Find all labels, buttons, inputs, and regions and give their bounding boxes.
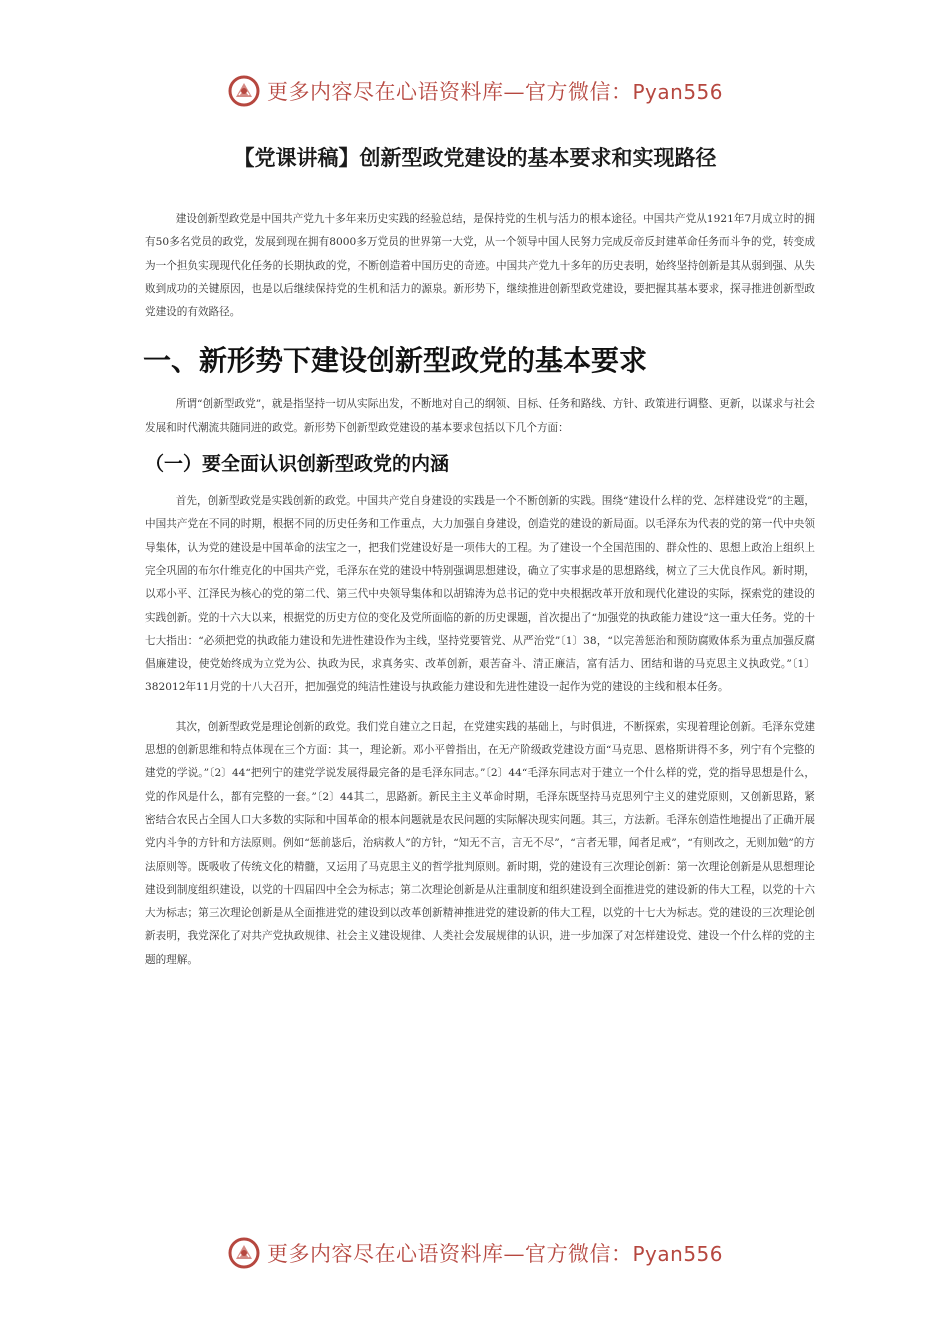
document-title: 【党课讲稿】创新型政党建设的基本要求和实现路径 <box>233 146 717 170</box>
intro-paragraph: 建设创新型政党是中国共产党九十多年来历史实践的经验总结，是保持党的生机与活力的根本途径。中国共产党从1921年7月成立时的拥有50多名党员的政党，发展到现在拥有8000多万党员的世界第一大党，从一个领导中国人民努力完成反帝反封建革命任务而斗争的党，转变成为一个担负实现现代化任务的长期执政的党，不断创造着中国历史的奇迹。中国共产党九十多年的历史表明，始终坚持创新是其从弱到强、从失败到成功的关键原因，也是以后继续保持党的生机和活力的源泉。新形势下，继续推进创新型政党建设，要把握其基本要求，探寻推进创新型政党建设的有效路径。 <box>145 213 815 319</box>
watermark-label: 更多内容尽在心语资料库—官方微信： <box>266 1242 633 1266</box>
watermark-text <box>267 1238 723 1268</box>
watermark-logo-icon <box>227 74 261 108</box>
watermark-label: 更多内容尽在心语资料库—官方微信： <box>266 80 633 104</box>
watermark-logo-icon <box>227 1236 261 1270</box>
section-heading-1: 一、新形势下建设创新型政党的基本要求 <box>143 344 648 378</box>
paragraph-gap <box>145 700 815 716</box>
watermark-header <box>0 74 950 108</box>
document-body <box>145 208 815 972</box>
watermark-footer <box>0 1236 950 1270</box>
theory-innovation-paragraph: 其次，创新型政党是理论创新的政党。我们党自建立之日起，在党建实践的基础上，与时俱进，不断探索，实现着理论创新。毛泽东党建思想的创新思维和特点体现在三个方面：其一，理论新。邓小平曾指出，在无产阶级政党建设方面“马克思、恩格斯讲得不多，列宁有个完整的建党的学说。”〔2〕44“把列宁的建党学说发展得最完备的是毛泽东同志。”〔2〕44“毛泽东同志对于建立一个什么样的党，党的指导思想是什么，党的作风是什么，都有完整的一套。”〔2〕44其二，思路新。新民主主义革命时期，毛泽东既坚持马克思列宁主义的建党原则，又创新思路，紧密结合农民占全国人口大多数的实际和中国革命的根本问题就是农民问题的实际解决现实问题。其三，方法新。毛泽东创造性地提出了正确开展党内斗争的方针和方法原则。例如“惩前毖后，治病救人”的方针，“知无不言，言无不尽”，“言者无罪，闻者足戒”，“有则改之，无则加勉”的方法原则等。既吸收了传统文化的精髓，又运用了马克思主义的哲学批判原则。新时期，党的建设有三次理论创新：第一次理论创新是从思想理论建设到制度组织建设，以党的十四届四中全会为标志；第二次理论创新是从注重制度和组织建设到全面推进党的建设新的伟大工程，以党的十六大为标志；第三次理论创新是从全面推进党的建设到以改革创新精神推进党的建设新的伟大工程，以党的十七大为标志。党的建设的三次理论创新表明，我党深化了对共产党执政规律、社会主义建设规律、人类社会发展规律的认识，进一步加深了对怎样建设党、建设一个什么样的党的主题的理解。 <box>145 720 815 966</box>
section-intro-paragraph: 所谓“创新型政党”，就是指坚持一切从实际出发，不断地对自己的纲领、目标、任务和路线、方针、政策进行调整、更新，以谋求与社会发展和时代潮流共随同进的政党。新形势下创新型政党建设的基本要求包括以下几个方面： <box>145 398 815 434</box>
practice-innovation-paragraph: 首先，创新型政党是实践创新的政党。中国共产党自身建设的实践是一个不断创新的实践。围绕“建设什么样的党、怎样建设党”的主题，中国共产党在不同的时期，根据不同的历史任务和工作重点，大力加强自身建设，创造党的建设的新局面。以毛泽东为代表的党的第一代中央领导集体，认为党的建设是中国革命的法宝之一，把我们党建设好是一项伟大的工程。为了建设一个全国范围的、群众性的、思想上政治上组织上完全巩固的布尔什维克化的中国共产党，毛泽东在党的建设中特别强调思想建设，确立了实事求是的思想路线，树立了三大优良作风。新时期，以邓小平、江泽民为核心的党的第二代、第三代中央领导集体和以胡锦涛为总书记的党中央根据改革开放和现代化建设的实际，探索党的建设的实践创新。党的十六大以来，根据党的历史方位的变化及党所面临的新的历史课题，首次提出了“加强党的执政能力建设”这一重大任务。党的十七大指出：“必须把党的执政能力建设和先进性建设作为主线，坚持党要管党、从严治党”〔1〕38，“以完善惩治和预防腐败体系为重点加强反腐倡廉建设，使党始终成为立党为公、执政为民，求真务实、改革创新，艰苦奋斗、清正廉洁，富有活力、团结和谐的马克思主义执政党。”〔1〕382012年11月党的十八大召开，把加强党的纯洁性建设与执政能力建设和先进性建设一起作为党的建设的主线和根本任务。 <box>145 495 815 694</box>
watermark-text <box>267 76 723 106</box>
watermark-handle: Pyan556 <box>632 80 723 104</box>
subsection-heading-1: （一）要全面认识创新型政党的内涵 <box>145 453 450 476</box>
watermark-handle: Pyan556 <box>632 1242 723 1266</box>
